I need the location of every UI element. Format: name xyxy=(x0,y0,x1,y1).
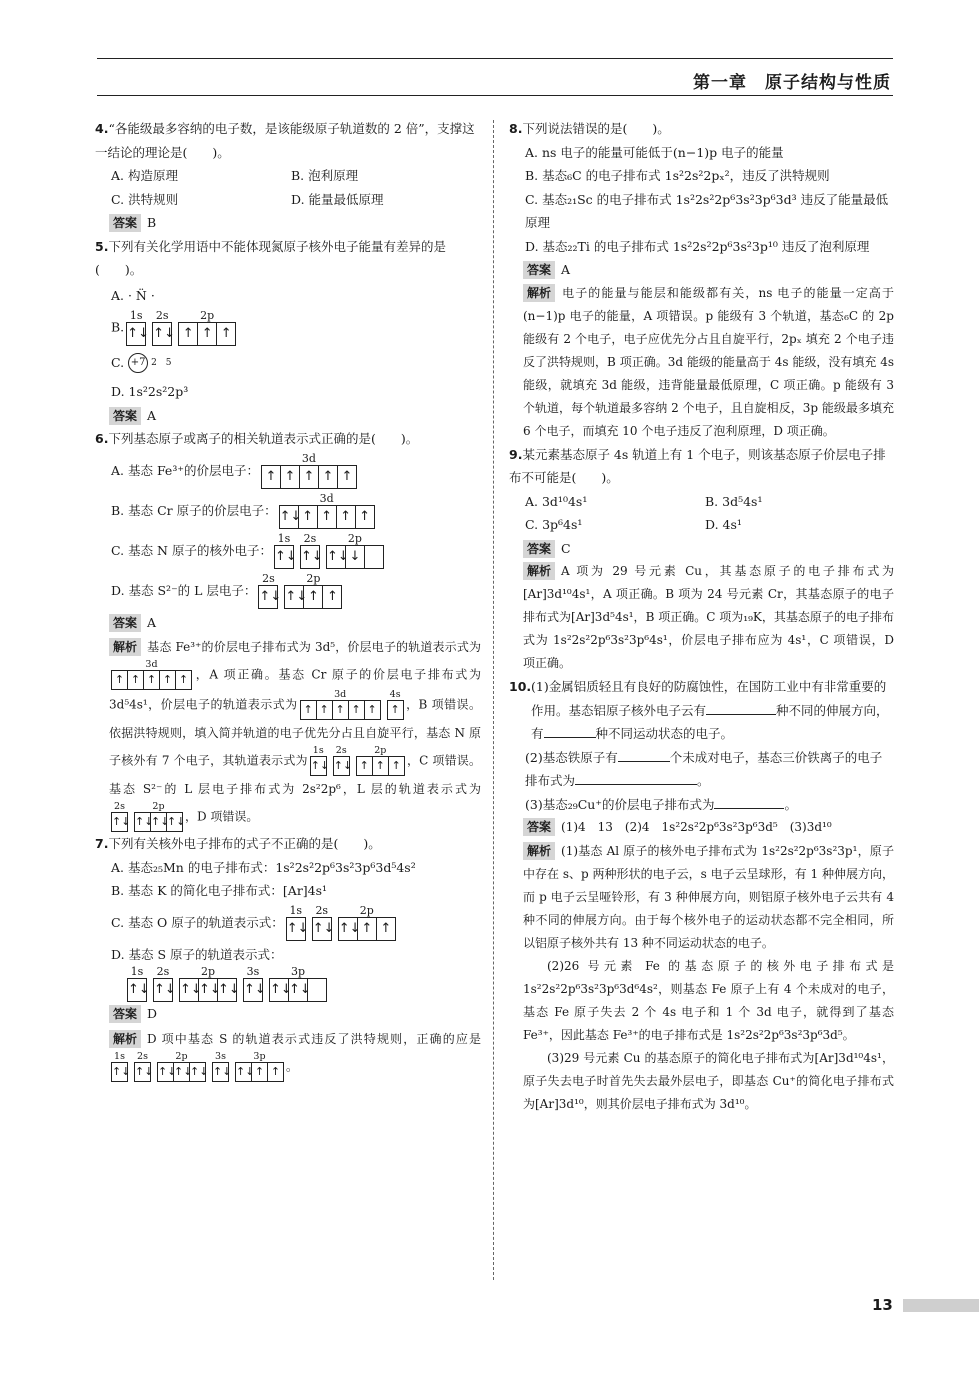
orbital-box: ↑ xyxy=(337,465,357,489)
left-column xyxy=(95,117,481,1082)
answer-value: (1)4 13 (2)4 1s²2s²2p⁶3s²3p⁶3d⁵ (3)3d¹⁰ xyxy=(561,820,832,834)
option-a: A. 构造原理 xyxy=(111,168,178,183)
orbital-label: 2s xyxy=(262,572,275,585)
orbital-group xyxy=(235,1052,284,1082)
explanation xyxy=(509,282,894,443)
orbital-boxes xyxy=(286,917,309,941)
orbital-box: ↑↓ xyxy=(157,1062,174,1082)
orbital-label: 3d xyxy=(145,659,158,670)
answer-tag: 答案 xyxy=(109,614,141,632)
orbital-group xyxy=(111,1050,131,1082)
orbital-box: ↑ xyxy=(303,585,323,609)
orbital-diagram xyxy=(127,966,327,1002)
orbital-label: 3p xyxy=(253,1050,266,1062)
question-5 xyxy=(95,235,481,428)
orbital-box: ↑ xyxy=(357,917,377,941)
orbital-box: ↑↓ xyxy=(153,978,173,1002)
orbital-box: ↑↓ xyxy=(126,322,146,346)
orbital-group xyxy=(126,308,149,346)
orbital-box: ↑ xyxy=(159,670,176,690)
orbital-box: ↑ xyxy=(317,505,337,529)
orbital-box: ↑↓ xyxy=(173,1062,190,1082)
orbital-boxes xyxy=(111,670,192,690)
orbital-label: 1s xyxy=(114,1050,125,1062)
explanation-text: 电子的能量与能层和能级都有关，ns 电子的能量一定高于(n−1)p 电子的能量，A 项错误。p 能级有 3 个轨道，基态₆C 的 2p 能级有 2 个电子，电子应优先分占且自旋平行，2pₓ 填充 2 个电子违反了洪特规则，B 项正确。3d 能级的能量高于 4s 能级，没有填充 4s 能级，就填充 3d 能级，违背能量最低原理，C 项正确。p 能级有 3 个轨道，每个轨道最多容纳 2 个电子，且自旋相反，3p 能级最多填充 6 个电子，而填充 10 个电子违反了泡利原理，D 项正确。 xyxy=(523,285,894,438)
orbital-box: ↑ xyxy=(318,465,338,489)
option-a-text: A. 基态 Fe³⁺的价层电子： xyxy=(111,462,259,478)
orbital-diagram xyxy=(111,801,186,832)
option-a: A. 基态₂₅Mn 的电子排布式：1s²2s²2p⁶3s²3p⁶3d⁵4s² xyxy=(111,859,416,875)
orbital-box: ↑ xyxy=(127,670,144,690)
answer-tag: 答案 xyxy=(109,214,141,232)
question-stem: 下列说法错误的是( )。 xyxy=(522,121,670,136)
answer-blank[interactable] xyxy=(618,747,670,762)
orbital-boxes xyxy=(310,756,330,776)
orbital-box: ↑ xyxy=(376,917,396,941)
orbital-diagram xyxy=(286,905,396,941)
orbital-box: ↑↓ xyxy=(243,978,263,1002)
orbital-group xyxy=(312,904,335,941)
orbital-box: ↑↓ xyxy=(269,978,289,1002)
right-column xyxy=(509,117,894,1116)
orbital-box: ↑ xyxy=(175,670,192,690)
explanation-text: (1)基态 Al 原子的核外电子排布式为 1s²2s²2p⁶3s²3p¹，原子中存在 s、p 两种形状的电子云，s 电子云呈球形，有 1 种伸展方向，而 p 电子云呈哑铃形，有 3 种伸展方向，则铝原子核外电子云共有 4 种不同的伸展方向。由于每个核外电子的运动状态都不完全相同，所以铝原子核外共有 13 种不同运动状态的电子。 xyxy=(523,843,894,950)
orbital-boxes xyxy=(212,1062,232,1082)
explanation xyxy=(95,1026,481,1082)
answer-value: A xyxy=(561,262,571,277)
orbital-label: 1s xyxy=(289,904,303,917)
option-d: D. 基态₂₂Ti 的电子排布式 1s²2s²2p⁶3s²3p¹⁰ 违反了泡利原理 xyxy=(525,238,870,254)
option-c xyxy=(95,531,481,571)
explanation-text: (3)29 号元素 Cu 的基态原子的简化电子排布式为[Ar]3d¹⁰4s¹，原子失去电子时首先失去最外层电子，即基态 Cu⁺的简化电子排布式为[Ar]3d¹⁰，则其价层电子排布式为 3d¹⁰。 xyxy=(523,1050,894,1111)
explanation-text: ，D 项错误。 xyxy=(185,809,259,824)
orbital-group xyxy=(258,572,282,609)
orbital-box: ↑↓ xyxy=(150,812,167,832)
orbital-box: ↑ xyxy=(298,505,318,529)
orbital-box: ↑↓ xyxy=(152,322,172,346)
orbital-group xyxy=(333,745,353,776)
orbital-label: 2p xyxy=(347,532,362,545)
orbital-label: 2s xyxy=(137,1050,148,1062)
question-number: 8. xyxy=(509,121,523,136)
orbital-box: ↑ xyxy=(267,1062,284,1082)
explanation-text: ，A 项正确。基态 Cr 原子的价层电子排布式为 3d⁵4s¹，价层电子的轨道表示式为 xyxy=(109,667,481,712)
orbital-box: ↓ xyxy=(345,545,365,569)
orbital-boxes xyxy=(243,978,266,1002)
answer-value: A xyxy=(147,407,157,423)
question-7 xyxy=(95,832,481,1082)
orbital-boxes xyxy=(179,978,240,1002)
orbital-boxes xyxy=(274,545,297,569)
option-d: D. 4s¹ xyxy=(705,517,742,532)
orbital-box: ↑ xyxy=(387,700,404,720)
orbital-box: ↑↓ xyxy=(286,917,306,941)
explanation-tag: 解析 xyxy=(109,638,141,656)
question-number: 4. xyxy=(95,121,109,136)
orbital-box: ↑↓ xyxy=(111,812,128,832)
orbital-box: ↑↓ xyxy=(258,585,278,609)
orbital-group xyxy=(274,532,297,569)
orbital-box: ↑ xyxy=(348,700,365,720)
orbital-label: 4s xyxy=(389,689,401,700)
answer-tag: 答案 xyxy=(523,540,555,558)
orbital-group xyxy=(279,493,375,529)
orbital-group xyxy=(157,1050,209,1082)
orbital-label: 2p xyxy=(374,745,387,756)
orbital-label: 2p xyxy=(200,308,215,322)
explanation xyxy=(95,634,481,832)
question-8 xyxy=(509,117,894,443)
question-stem: 下列有关核外电子排布的式子不正确的是( )。 xyxy=(108,836,381,851)
orbital-group xyxy=(212,1050,232,1082)
question-text: 。 xyxy=(784,796,797,812)
orbital-diagram xyxy=(274,533,384,569)
option-d xyxy=(95,571,481,611)
orbital-box: ↑↓ xyxy=(310,756,327,776)
orbital-label: 3s xyxy=(215,1050,226,1062)
orbital-boxes xyxy=(134,1062,154,1082)
orbital-boxes xyxy=(333,756,353,776)
column-divider xyxy=(493,120,494,1280)
orbital-diagram xyxy=(300,690,404,720)
option-c: C. 基态₂₁Sc 的电子排布式 1s²2s²2p⁶3s²3p⁶3d³ 违反了能量最低原理 xyxy=(525,191,889,230)
option-d: D. 能量最低原理 xyxy=(291,191,384,207)
orbital-label: 2p xyxy=(152,801,165,812)
orbital-group xyxy=(310,745,330,776)
question-stem: 某元素基态原子 4s 轨道上有 1 个电子，则该基态原子价层电子排布不可能是( )。 xyxy=(509,446,886,485)
orbital-boxes xyxy=(152,322,175,346)
orbital-box xyxy=(364,545,384,569)
orbital-box: ↑↓ xyxy=(274,545,294,569)
question-text: 个未成对电子，基态三价铁离子的电子排布式为 xyxy=(525,749,883,788)
option-a xyxy=(95,451,481,491)
orbital-diagram xyxy=(279,493,375,529)
orbital-box: ↑ xyxy=(332,700,349,720)
orbital-group xyxy=(387,690,404,720)
explanation xyxy=(509,840,894,955)
question-text: 种不同的伸展方向，有 xyxy=(531,702,889,741)
atom-structure-diagram xyxy=(128,346,171,380)
explanation-text: A 项为 29 号元素 Cu，其基态原子的电子排布式为[Ar]3d¹⁰4s¹，A 项正确。B 项为 24 号元素 Cr，其基态原子的电子排布式为[Ar]3d⁵4s¹，B 项正确。C 项为₁₉K，其基态原子的电子排布式为 1s²2s²2p⁶3s²3p⁶4s¹，价层电子排布应为 4s¹，C 项错误，D 项正确。 xyxy=(523,564,894,670)
question-number: 7. xyxy=(95,836,109,851)
orbital-group xyxy=(152,308,175,346)
explanation-tag: 解析 xyxy=(523,842,555,860)
answer-value: C xyxy=(561,540,571,556)
explanation-text: ，C 项错误。基态 S²⁻的 L 层电子排布式为 2s²2p⁶，L 层的轨道表示式为 xyxy=(109,753,481,796)
option-b xyxy=(95,310,481,346)
explanation-text: (2)26 号元素 Fe 的基态原子的核外电子排布式是 1s²2s²2p⁶3s²3p⁶3d⁶4s²，则基态 Fe 原子上有 4 个未成对的电子，基态 Fe 原子失去 2 个 4s 电子和 1 个 3d 电子，就得到了基态 Fe³⁺，因此基态 Fe³⁺的电子排布式是 1s²2s²2p⁶3s²3p⁶3d⁵。 xyxy=(523,958,894,1042)
orbital-label: 2s xyxy=(315,904,329,917)
explanation-text: 。 xyxy=(286,1059,299,1073)
orbital-group xyxy=(261,453,357,489)
option-d: D. 基态 S 原子的轨道表示式： xyxy=(111,946,283,962)
question-part-1 xyxy=(531,675,894,746)
question-part-2 xyxy=(509,746,894,793)
orbital-box: ↑↓ xyxy=(134,812,151,832)
orbital-box: ↑ xyxy=(280,465,300,489)
orbital-diagram xyxy=(258,573,342,609)
option-b: B. 基态₆C 的电子排布式 1s²2s²2pₓ²，违反了洪特规则 xyxy=(525,168,830,183)
question-10 xyxy=(509,675,894,1116)
orbital-group xyxy=(269,966,327,1002)
orbital-label: 3d xyxy=(319,492,334,505)
orbital-label: 3d xyxy=(301,452,316,465)
orbital-box: ↑ xyxy=(300,700,317,720)
orbital-boxes xyxy=(279,505,375,529)
orbital-group xyxy=(300,690,381,720)
option-b-text: B. 基态 Cr 原子的价层电子： xyxy=(111,502,277,518)
orbital-box: ↑ xyxy=(261,465,281,489)
orbital-boxes xyxy=(111,1062,131,1082)
orbital-box xyxy=(307,978,327,1002)
orbital-box: ↑↓ xyxy=(217,978,237,1002)
explanation-text: ，B 项错误。依据洪特规则，填入简并轨道的电子优先分占且自旋平行，基态 N 原子核外有 7 个电子，其轨道表示式为 xyxy=(109,697,481,768)
orbital-group xyxy=(111,801,131,832)
orbital-boxes xyxy=(178,322,236,346)
answer-value: A xyxy=(147,614,157,630)
answer-tag: 答案 xyxy=(523,261,555,279)
option-a: A. ns 电子的能量可能低于(n−1)p 电子的能量 xyxy=(525,144,784,160)
answer-blank[interactable] xyxy=(714,794,784,809)
orbital-boxes xyxy=(284,585,342,609)
orbital-label: 2s xyxy=(155,308,169,322)
option-c: C. 3p⁶4s¹ xyxy=(525,517,583,532)
orbital-group xyxy=(111,660,192,690)
orbital-box: ↑↓ xyxy=(333,756,350,776)
orbital-label: 3p xyxy=(290,965,306,978)
option-c-label: C. xyxy=(111,354,125,370)
explanation xyxy=(509,560,894,675)
question-text: (3)基态₂₉Cu⁺的价层电子排布式为 xyxy=(525,796,715,812)
explanation-tag: 解析 xyxy=(523,284,555,302)
orbital-box: ↑ xyxy=(316,700,333,720)
orbital-label: 1s xyxy=(129,308,143,322)
answer-blank[interactable] xyxy=(575,770,697,785)
shell-electrons: 2 5 xyxy=(151,358,172,368)
orbital-box: ↑↓ xyxy=(189,1062,206,1082)
orbital-group xyxy=(153,965,176,1002)
explanation-text: 基态 Fe³⁺的价层电子排布式为 3d⁵，价层电子的轨道表示式为 xyxy=(147,640,481,654)
option-b: B. 泡利原理 xyxy=(291,168,359,183)
orbital-box: ↑↓ xyxy=(134,1062,151,1082)
orbital-box: ↑ xyxy=(143,670,160,690)
orbital-group xyxy=(356,746,405,776)
option-a: A. 3d¹⁰4s¹ xyxy=(525,493,588,509)
question-4 xyxy=(95,117,481,235)
answer-value: D xyxy=(147,1006,158,1021)
page-number: 13 xyxy=(872,1296,893,1314)
orbital-group xyxy=(286,904,309,941)
orbital-group xyxy=(300,532,323,569)
orbital-boxes xyxy=(261,465,357,489)
orbital-boxes xyxy=(300,700,381,720)
orbital-box: ↑↓ xyxy=(326,545,346,569)
header-top-rule xyxy=(97,58,893,59)
orbital-boxes xyxy=(157,1062,209,1082)
orbital-box: ↑↓ xyxy=(279,505,299,529)
question-text: (1)金属铝质轻且有良好的防腐蚀性，在国防工业中有非常重要的作用。基态铝原子核外电子云有 xyxy=(531,679,887,718)
orbital-label: 3s xyxy=(246,965,260,978)
orbital-boxes xyxy=(356,756,405,776)
orbital-label: 2s xyxy=(335,745,347,756)
orbital-boxes xyxy=(235,1062,284,1082)
orbital-box: ↑↓ xyxy=(338,917,358,941)
answer-blank[interactable] xyxy=(706,700,776,715)
orbital-box: ↑↓ xyxy=(111,1062,128,1082)
orbital-box: ↑↓ xyxy=(235,1062,252,1082)
answer-tag: 答案 xyxy=(109,1005,141,1023)
orbital-box: ↑ xyxy=(372,756,389,776)
orbital-label: 1s xyxy=(130,965,144,978)
orbital-boxes xyxy=(326,545,384,569)
question-9 xyxy=(509,443,894,676)
answer-value: B xyxy=(147,215,157,230)
orbital-diagram xyxy=(126,310,236,346)
orbital-box: ↑ xyxy=(356,756,373,776)
orbital-label: 2p xyxy=(306,572,321,585)
option-d-diagram xyxy=(95,966,481,1002)
option-b: B. 3d⁵4s¹ xyxy=(705,493,763,509)
orbital-label: 1s xyxy=(277,532,291,545)
orbital-boxes xyxy=(258,585,282,609)
orbital-box: ↑ xyxy=(336,505,356,529)
page-number-bar xyxy=(903,1299,979,1312)
orbital-box: ↑↓ xyxy=(288,978,308,1002)
header-bottom-rule xyxy=(97,95,893,96)
orbital-boxes xyxy=(127,978,150,1002)
orbital-box: ↑ xyxy=(322,585,342,609)
question-number: 5. xyxy=(95,238,109,254)
orbital-box: ↑↓ xyxy=(284,585,304,609)
orbital-label: 2s xyxy=(114,801,125,812)
orbital-box: ↑↓ xyxy=(198,978,218,1002)
answer-tag: 答案 xyxy=(109,407,141,425)
question-stem: 下列有关化学用语中不能体现氮原子核外电子能量有差异的是( )。 xyxy=(95,238,446,277)
orbital-label: 1s xyxy=(312,745,324,756)
orbital-box: ↑ xyxy=(111,670,128,690)
orbital-box: ↑↓ xyxy=(212,1062,229,1082)
orbital-boxes xyxy=(126,322,149,346)
orbital-boxes xyxy=(338,917,396,941)
question-number: 10. xyxy=(509,679,532,694)
orbital-box: ↑ xyxy=(216,322,236,346)
orbital-box: ↑↓ xyxy=(166,812,183,832)
answer-tag: 答案 xyxy=(523,818,555,836)
orbital-box: ↑ xyxy=(299,465,319,489)
answer-blank[interactable] xyxy=(544,723,596,738)
chapter-title: 第一章 原子结构与性质 xyxy=(693,73,891,93)
orbital-diagram xyxy=(310,746,405,776)
question-number: 6. xyxy=(95,431,109,446)
orbital-boxes xyxy=(153,978,176,1002)
orbital-group xyxy=(178,310,236,346)
orbital-group xyxy=(127,965,150,1002)
orbital-group xyxy=(134,1050,154,1082)
question-text: 。 xyxy=(697,773,710,788)
question-number: 9. xyxy=(509,446,523,462)
option-d: D. 1s²2s²2p³ xyxy=(111,384,189,399)
option-a: A. · N̈ · xyxy=(111,287,155,303)
orbital-label: 2p xyxy=(175,1050,188,1062)
option-d-text: D. 基态 S²⁻的 L 层电子： xyxy=(111,582,257,598)
orbital-box: ↑↓ xyxy=(312,917,332,941)
orbital-boxes xyxy=(387,700,404,720)
orbital-boxes xyxy=(134,812,186,832)
orbital-box: ↑ xyxy=(388,756,405,776)
orbital-boxes xyxy=(111,812,131,832)
option-b-label: B. xyxy=(111,319,125,334)
option-c xyxy=(95,346,481,381)
question-part-3 xyxy=(509,793,894,817)
option-c: C. 洪特规则 xyxy=(111,191,179,207)
orbital-label: 3d xyxy=(334,689,347,700)
orbital-boxes xyxy=(269,978,327,1002)
orbital-box: ↑ xyxy=(355,505,375,529)
explanation-text: D 项中基态 S 的轨道表示式违反了洪特规则，正确的应是 xyxy=(147,1031,481,1046)
orbital-box: ↑ xyxy=(197,322,217,346)
orbital-boxes xyxy=(300,545,323,569)
explanation-tag: 解析 xyxy=(523,562,555,580)
explanation-tag: 解析 xyxy=(109,1030,141,1048)
orbital-diagram xyxy=(111,1052,284,1082)
question-text: 种不同运动状态的电子。 xyxy=(595,726,734,741)
question-6 xyxy=(95,427,481,832)
question-text: (2)基态铁原子有 xyxy=(525,749,618,765)
option-c xyxy=(95,903,481,943)
question-stem: “各能级最多容纳的电子数，是该能级原子轨道数的 2 倍”，支撑这一结论的理论是( )。 xyxy=(95,121,475,160)
question-stem: 下列基态原子或离子的相关轨道表示式正确的是( )。 xyxy=(108,431,419,446)
orbital-box: ↑ xyxy=(178,322,198,346)
orbital-group xyxy=(243,965,266,1002)
orbital-label: 2s xyxy=(303,532,317,545)
orbital-group xyxy=(179,965,240,1002)
nucleus-charge: +7 xyxy=(128,353,148,373)
orbital-diagram xyxy=(261,453,357,489)
orbital-box: ↑ xyxy=(364,700,381,720)
orbital-box: ↑↓ xyxy=(300,545,320,569)
option-c-text: C. 基态 O 原子的轨道表示式： xyxy=(111,914,284,930)
orbital-boxes xyxy=(312,917,335,941)
orbital-label: 2p xyxy=(200,965,216,978)
orbital-box: ↑↓ xyxy=(179,978,199,1002)
orbital-box: ↑↓ xyxy=(127,978,147,1002)
orbital-diagram xyxy=(111,660,192,690)
orbital-group xyxy=(134,801,186,832)
option-b: B. 基态 K 的简化电子排布式：[Ar]4s¹ xyxy=(111,883,328,898)
option-c-text: C. 基态 N 原子的核外电子： xyxy=(111,542,272,558)
orbital-label: 2s xyxy=(156,965,170,978)
orbital-label: 2p xyxy=(359,904,374,917)
orbital-group xyxy=(284,573,342,609)
orbital-group xyxy=(326,533,384,569)
orbital-group xyxy=(338,905,396,941)
option-b xyxy=(95,491,481,531)
orbital-box: ↑ xyxy=(251,1062,268,1082)
